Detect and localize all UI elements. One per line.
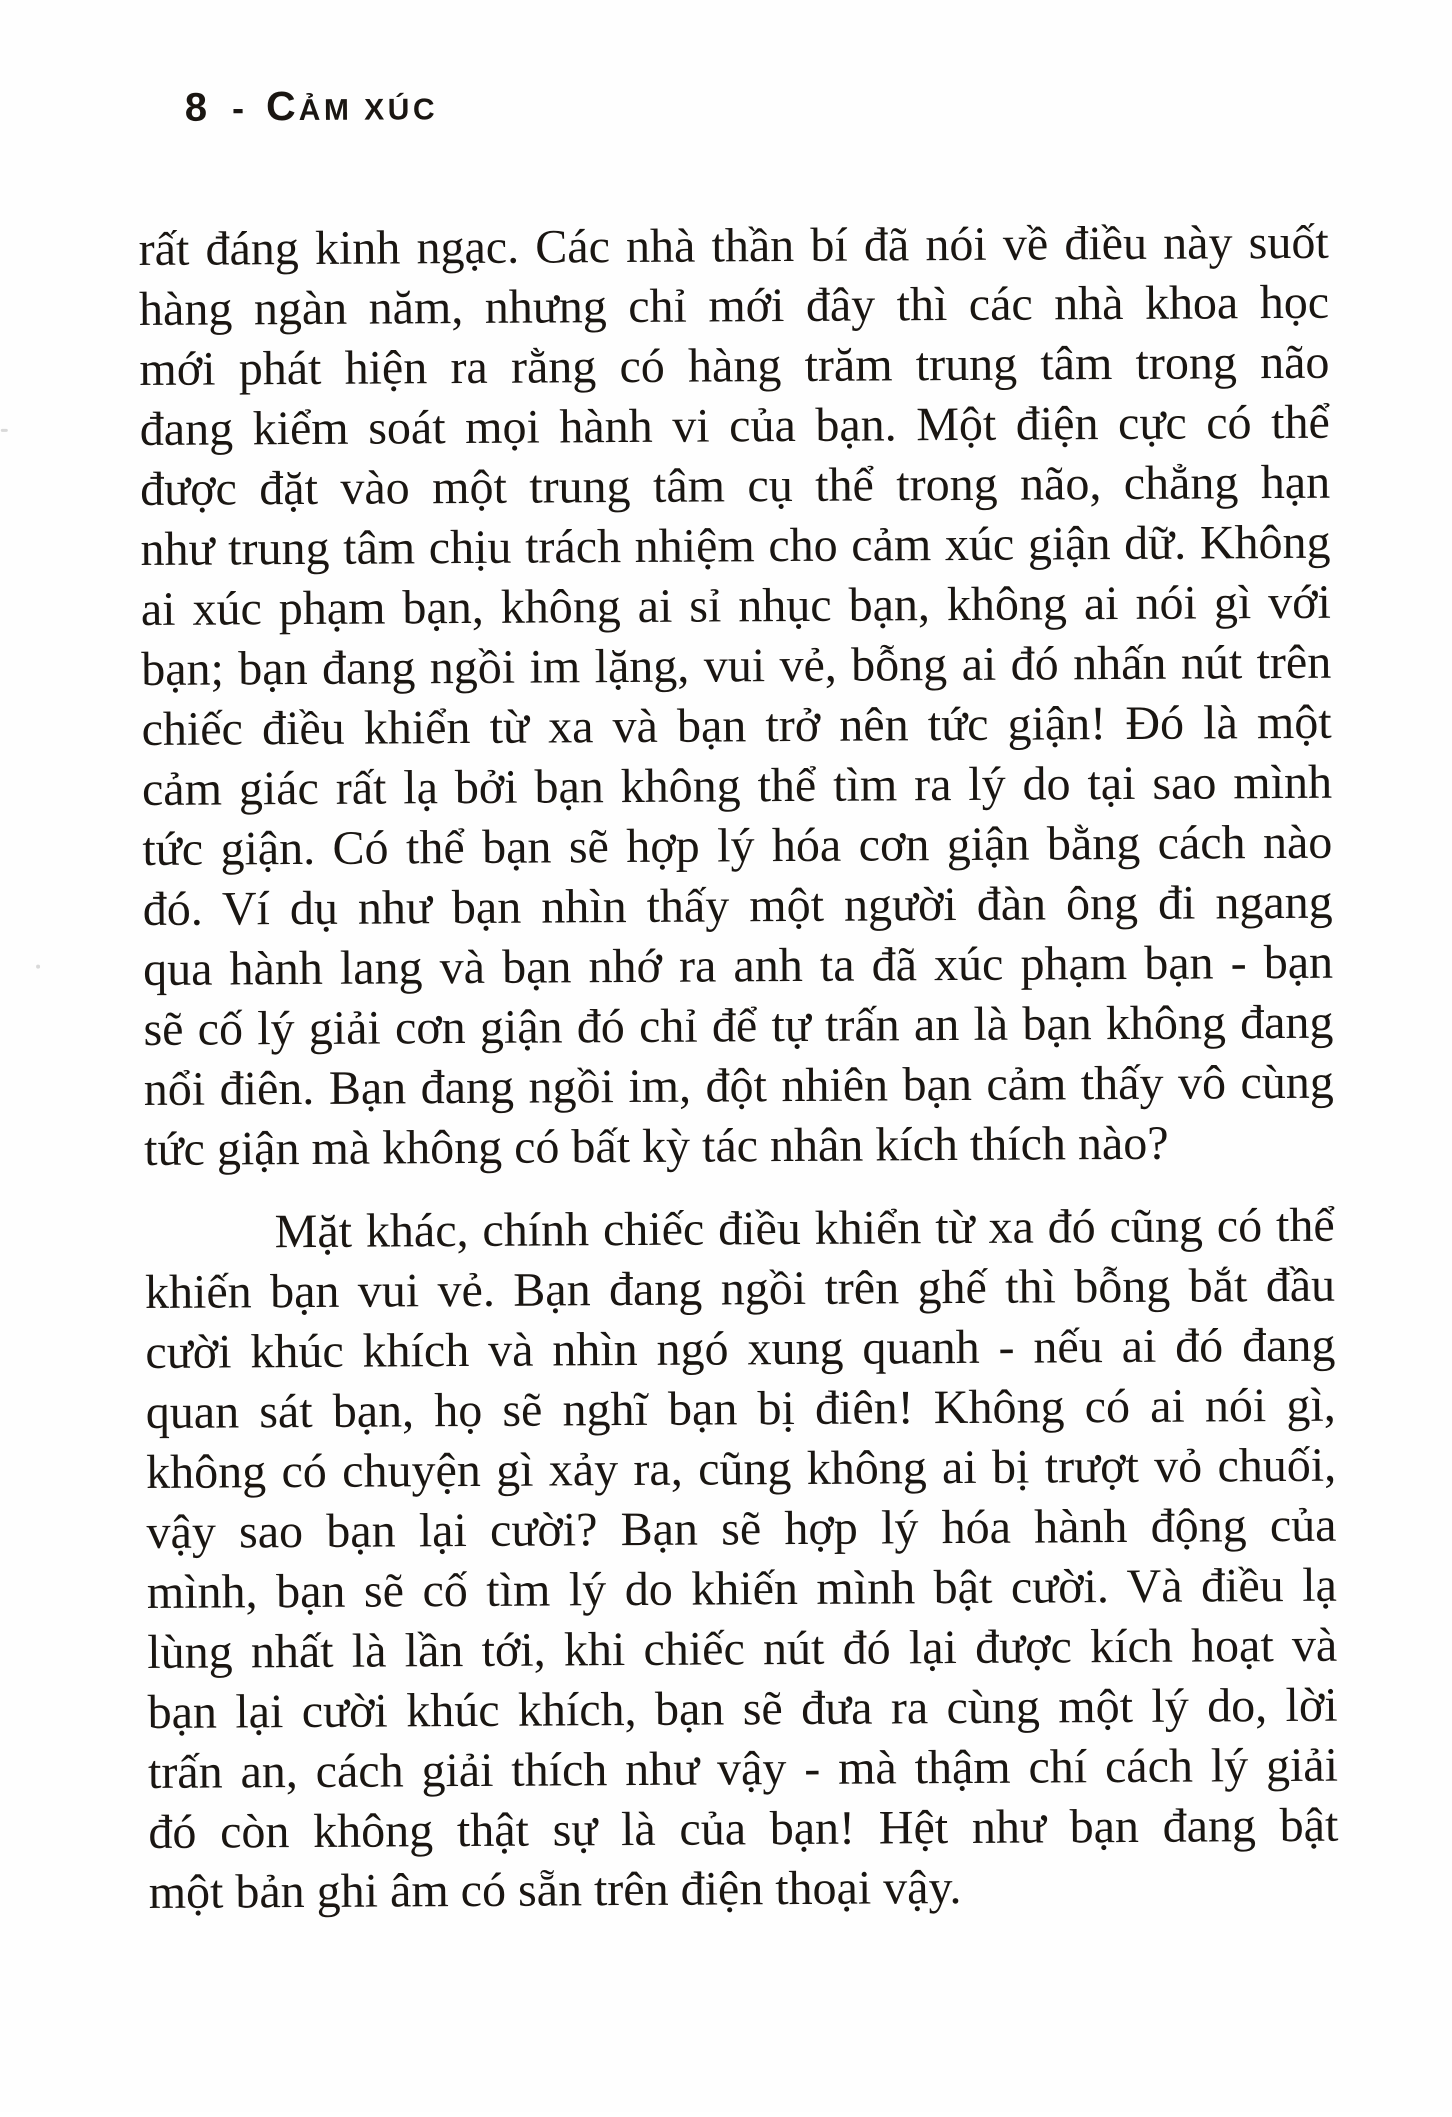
text-line: cảm giác rất lạ bởi bạn không thể tìm ra lý do tại sao mình (141, 755, 1333, 817)
text-line: không có chuyện gì xảy ra, cũng không ai bị trượt vỏ chuối, (146, 1438, 1337, 1499)
body-text (139, 213, 1339, 1923)
text-line: bạn; bạn đang ngồi im lặng, vui vẻ, bỗng ai đó nhấn nút trên (141, 635, 1332, 697)
text-line: lùng nhất là lần tới, khi chiếc nút đó lại được kích hoạt và (147, 1618, 1338, 1679)
text-line: đang kiểm soát mọi hành vi của bạn. Một điện cực có thể (139, 395, 1330, 457)
running-header (185, 82, 438, 131)
text-line: đó. Ví dụ như bạn nhìn thấy một người đàn ông đi ngang (142, 875, 1333, 937)
text-line: mới phát hiện ra rằng có hàng trăm trung tâm trong não (139, 335, 1330, 397)
text-line: ai xúc phạm bạn, không ai sỉ nhục bạn, không ai nói gì với (140, 575, 1332, 637)
text-line: được đặt vào một trung tâm cụ thể trong não, chẳng hạn (140, 455, 1331, 517)
scan-artifact (1, 429, 8, 432)
header-separator: - (231, 87, 245, 129)
text-line: đó còn không thật sự là của bạn! Hệt như bạn đang bật (148, 1798, 1339, 1859)
text-line: như trung tâm chịu trách nhiệm cho cảm xúc giận dữ. Không (140, 515, 1331, 577)
text-line: qua hành lang và bạn nhớ ra anh ta đã xúc phạm bạn - bạn (142, 935, 1334, 997)
text-line: hàng ngàn năm, nhưng chỉ mới đây thì các nhà khoa học (138, 275, 1330, 337)
text-line: nổi điên. Bạn đang ngồi im, đột nhiên bạn cảm thấy vô cùng (143, 1055, 1334, 1117)
text-line: rất đáng kinh ngạc. Các nhà thần bí đã nói về điều này suốt (138, 215, 1329, 277)
text-line: Mặt khác, chính chiếc điều khiển từ xa đó cũng có thể (274, 1198, 1335, 1259)
scan-artifact (36, 965, 40, 969)
text-line: chiếc điều khiển từ xa và bạn trở nên tức giận! Đó là một (141, 695, 1332, 757)
text-line: tức giận. Có thể bạn sẽ hợp lý hóa cơn giận bằng cách nào (142, 815, 1333, 877)
text-line: tức giận mà không có bất kỳ tác nhân kích thích nào? (144, 1116, 1169, 1177)
running-title: ẢM XÚC (298, 93, 439, 128)
text-line: bạn lại cười khúc khích, bạn sẽ đưa ra cùng một lý do, lời (147, 1678, 1338, 1739)
text-line: khiến bạn vui vẻ. Bạn đang ngồi trên ghế thì bỗng bắt đầu (144, 1258, 1336, 1319)
page-number: 8 (184, 85, 209, 130)
paragraph-2 (145, 1196, 1339, 1923)
text-line: trấn an, cách giải thích như vậy - mà thậm chí cách lý giải (147, 1738, 1339, 1799)
text-line: vậy sao bạn lại cười? Bạn sẽ hợp lý hóa hành động của (146, 1498, 1337, 1559)
text-line: quan sát bạn, họ sẽ nghĩ bạn bị điên! Không có ai nói gì, (145, 1378, 1336, 1439)
text-line: cười khúc khích và nhìn ngó xung quanh - nếu ai đó đang (145, 1318, 1336, 1379)
text-line: sẽ cố lý giải cơn giận đó chỉ để tự trấn an là bạn không đang (143, 995, 1334, 1057)
text-line: một bản ghi âm có sẵn trên điện thoại vậy. (148, 1861, 962, 1919)
running-title-initial: C (265, 83, 299, 130)
text-line: mình, bạn sẽ cố tìm lý do khiến mình bật cười. Và điều lạ (146, 1558, 1338, 1619)
paragraph-1 (139, 213, 1335, 1180)
